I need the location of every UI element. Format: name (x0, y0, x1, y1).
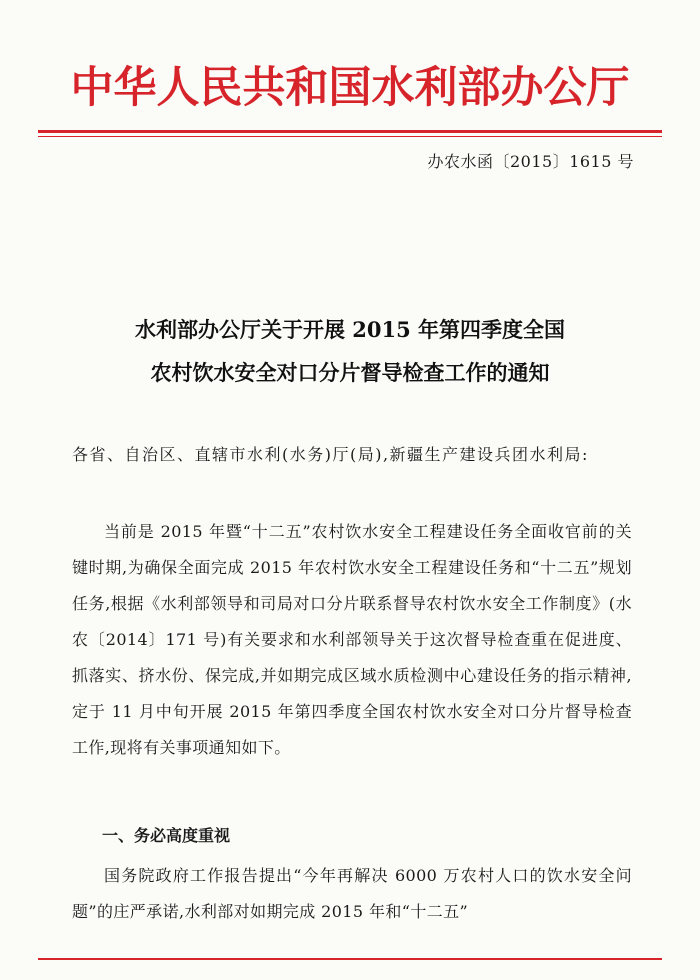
notice-title-line-1: 水利部办公厅关于开展 2015 年第四季度全国 (134, 317, 566, 342)
notice-title-line-2: 农村饮水安全对口分片督导检查工作的通知 (150, 360, 550, 385)
salutation: 各省、自治区、直辖市水利(水务)厅(局),新疆生产建设兵团水利局: (72, 445, 589, 464)
letterhead-rule-thin (38, 136, 662, 137)
document-number: 办农水函〔2015〕1615 号 (427, 152, 634, 171)
section-heading-1: 一、务必高度重视 (102, 826, 231, 845)
body-paragraph-2 (72, 858, 632, 930)
body-paragraph-2-text: 国务院政府工作报告提出“今年再解决 6000 万农村人口的饮水安全问题”的庄严承诺,水利部对如期完成 2015 年和“十二五” (72, 866, 632, 921)
body-paragraph-1-text: 当前是 2015 年暨“十二五”农村饮水安全工程建设任务全面收官前的关键时期,为确保全面完成 2015 年农村饮水安全工程建设任务和“十二五”规划任务,根据《水利部领导和司局对口分片联系督导农村饮水安全工作制度》(水农〔2014〕171 号)有关要求和水利部领导关于这次督导检查重在促进度、抓落实、挤水份、保完成,并如期完成区域水质检测中心建设任务的指示精神,定于 11 月中旬开展 2015 年第四季度全国农村饮水安全对口分片督导检查工作,现将有关事项通知如下。 (72, 522, 632, 757)
footer-rule (38, 958, 662, 960)
letterhead-title: 中华人民共和国水利部办公厅 (70, 63, 630, 113)
letterhead-rule-thick (38, 130, 662, 133)
body-paragraph-1 (72, 514, 632, 766)
